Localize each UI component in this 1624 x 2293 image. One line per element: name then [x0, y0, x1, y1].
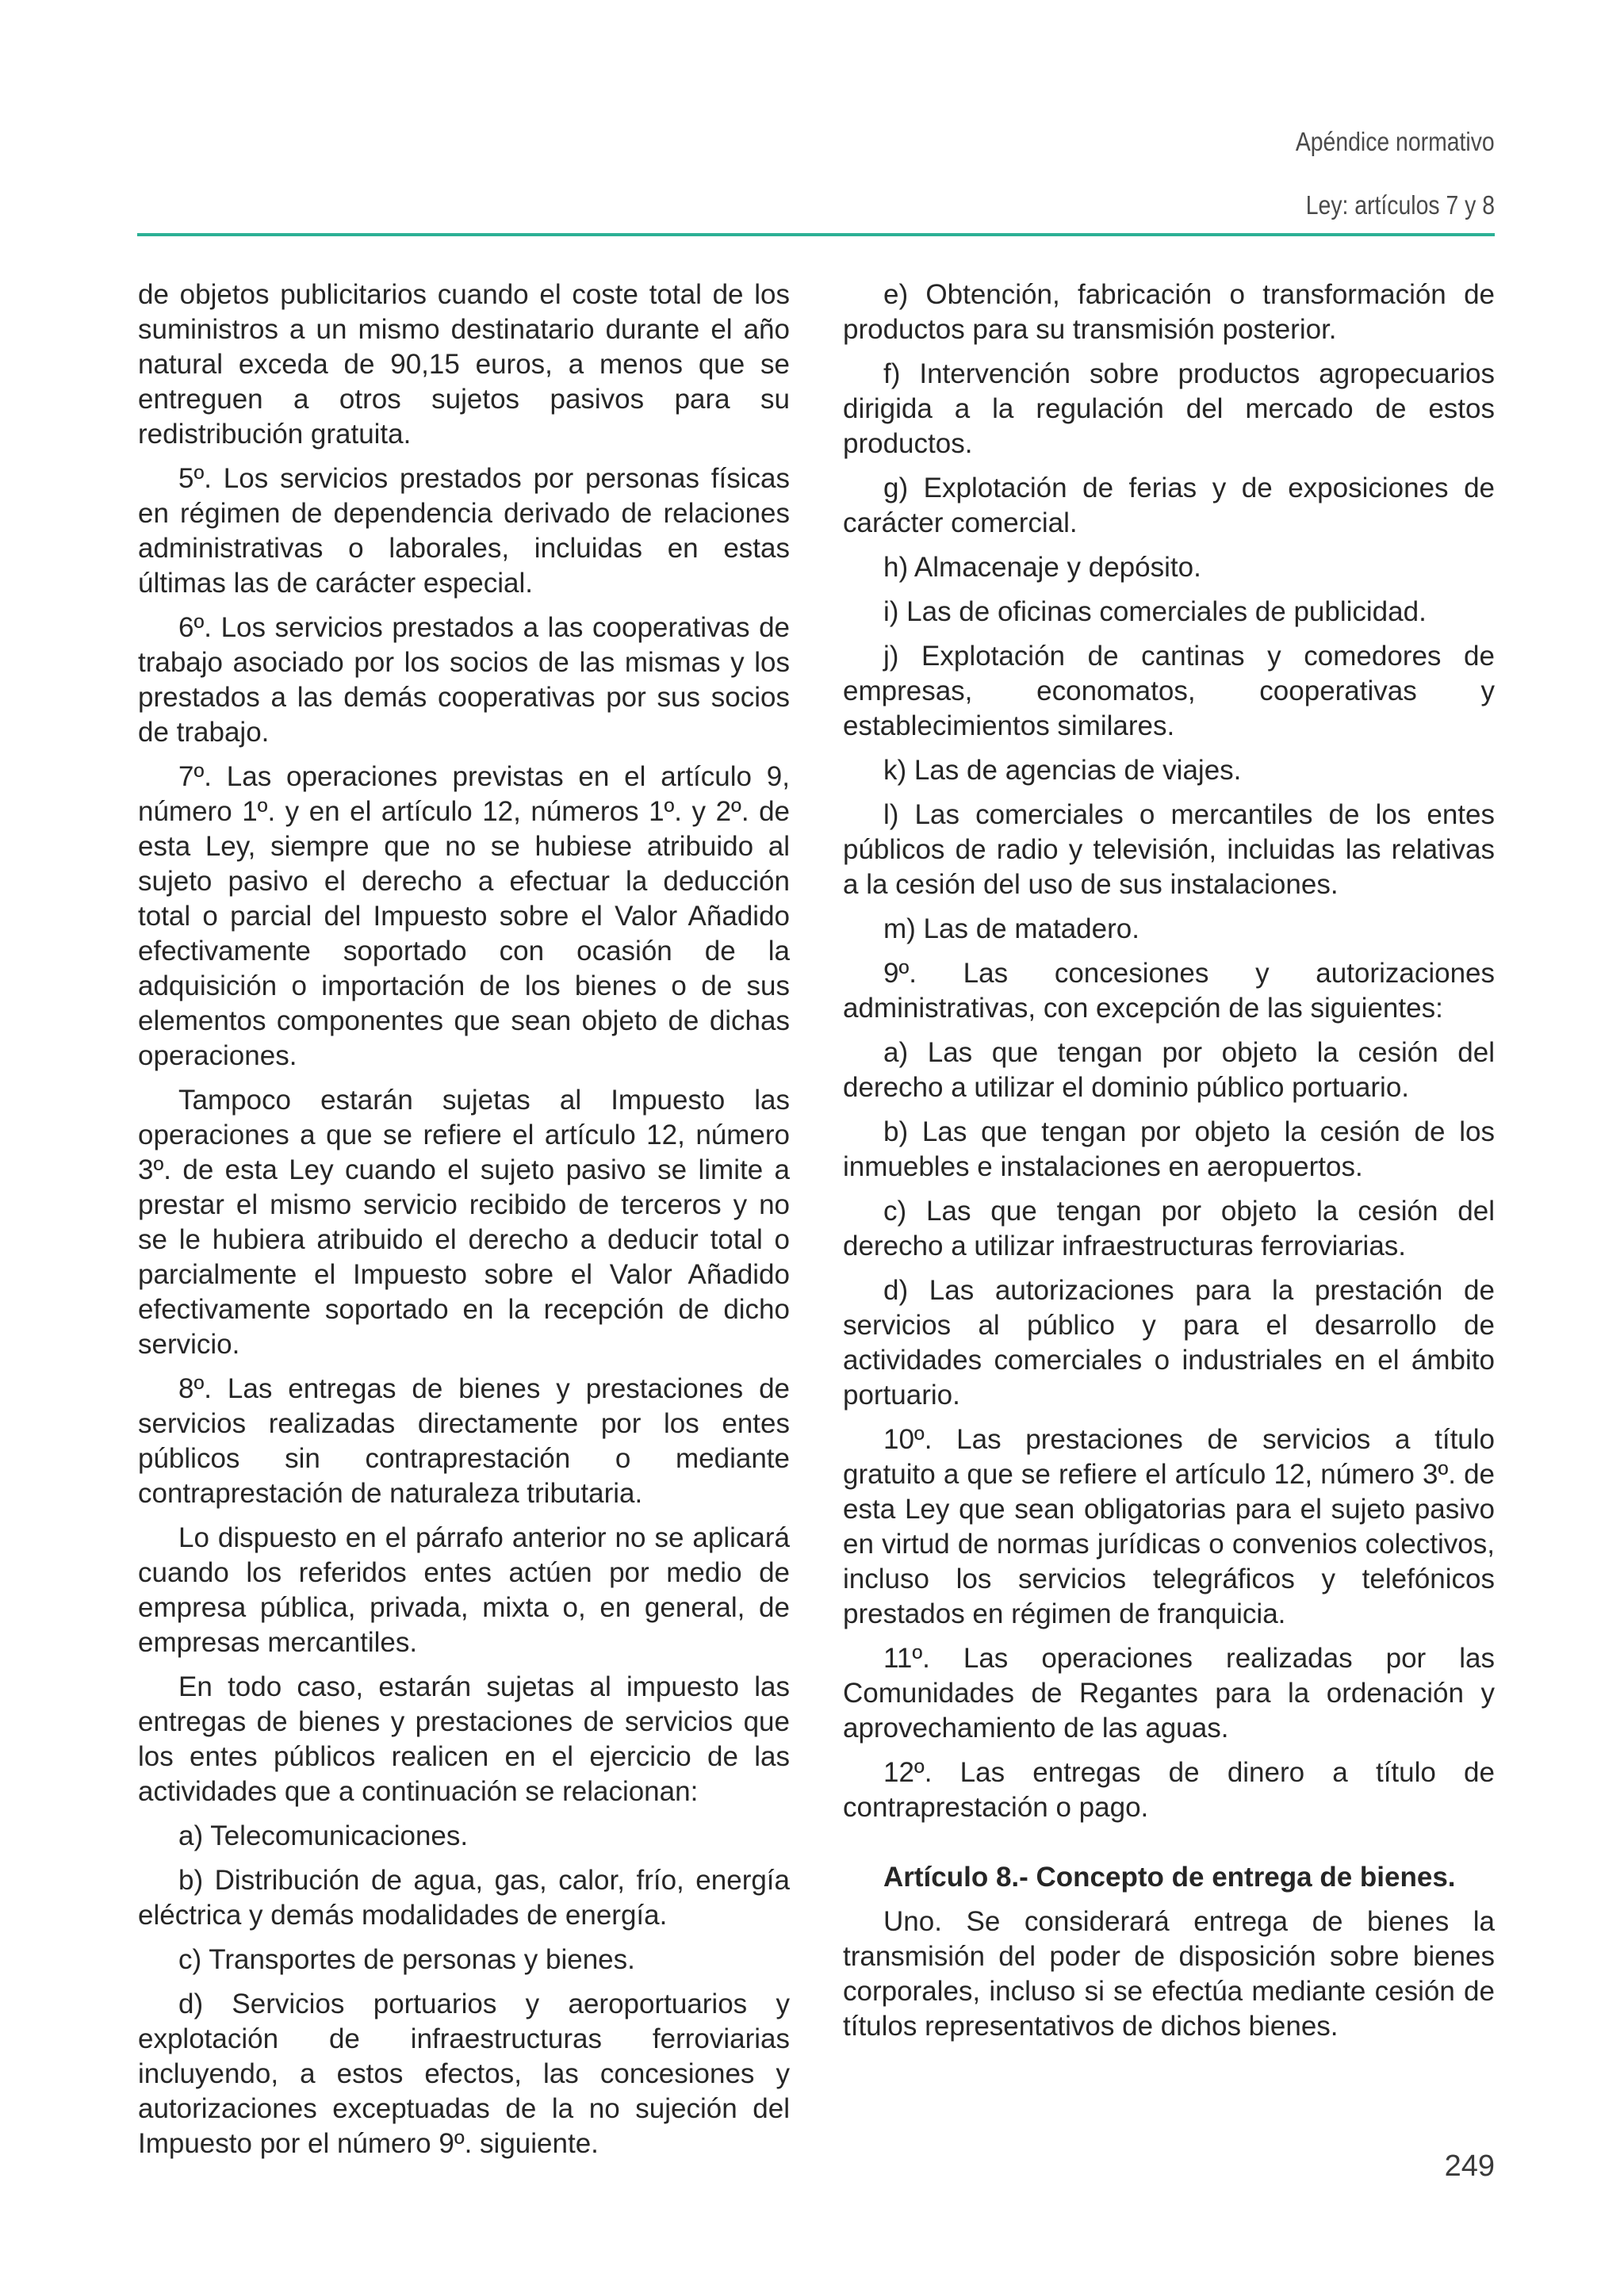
paragraph: b) Las que tengan por objeto la cesión de los inmuebles e instalaciones en aeropuertos. — [843, 1116, 1495, 1182]
paragraph: a) Las que tengan por objeto la cesión del derecho a utilizar el dominio público portuario. — [843, 1037, 1495, 1103]
header-section: Apéndice normativo — [1296, 127, 1495, 156]
article-heading: Artículo 8.- Concepto de entrega de bienes. — [883, 1862, 1456, 1893]
paragraph: 12º. Las entregas de dinero a título de contraprestación o pago. — [843, 1757, 1495, 1823]
paragraph: Uno. Se considerará entrega de bienes la transmisión del poder de disposición sobre bienes corporales, incluso si se efectúa mediante cesión de títulos representativos de dichos bienes. — [843, 1906, 1495, 2042]
paragraph: h) Almacenaje y depósito. — [883, 552, 1201, 583]
paragraph: d) Servicios portuarios y aeroportuarios y explotación de infraestructuras ferroviarias incluyendo, a estos efectos, las concesiones y autorizaciones exceptuadas de la no sujeción del Impuesto por el número 9º. siguiente. — [138, 1989, 790, 2159]
header-rule — [137, 233, 1495, 236]
paragraph: Tampoco estarán sujetas al Impuesto las operaciones a que se refiere el artículo 12, número 3º. de esta Ley cuando el sujeto pasivo se limite a prestar el mismo servicio recibido de terceros y no se le hubiera atribuido el derecho a deducir total o parcialmente el Impuesto sobre el Valor Añadido efectivamente soportado en la recepción de dicho servicio. — [138, 1085, 790, 1360]
paragraph: 6º. Los servicios prestados a las cooperativas de trabajo asociado por los socios de las mismas y los prestados a las demás cooperativas por sus socios de trabajo. — [138, 612, 790, 748]
paragraph: j) Explotación de cantinas y comedores de empresas, economatos, cooperativas y establecimientos similares. — [843, 641, 1495, 741]
paragraph: a) Telecomunicaciones. — [178, 1820, 469, 1851]
paragraph: 8º. Las entregas de bienes y prestaciones de servicios realizadas directamente por los entes públicos sin contraprestación o mediante contraprestación de naturaleza tributaria. — [138, 1373, 790, 1509]
paragraph: 5º. Los servicios prestados por personas físicas en régimen de dependencia derivado de relaciones administrativas o laborales, incluidas en estas últimas las de carácter especial. — [138, 463, 790, 599]
paragraph: 10º. Las prestaciones de servicios a título gratuito a que se refiere el artículo 12, número 3º. de esta Ley que sean obligatorias para el sujeto pasivo en virtud de normas jurídicas o convenios colectivos, incluso los servicios telegráficos y telefónicos prestados en régimen de franquicia. — [843, 1424, 1495, 1629]
paragraph: Lo dispuesto en el párrafo anterior no se aplicará cuando los referidos entes actúen por medio de empresa pública, privada, mixta o, en general, de empresas mercantiles. — [138, 1522, 790, 1658]
paragraph: l) Las comerciales o mercantiles de los entes públicos de radio y televisión, incluidas las relativas a la cesión del uso de sus instalaciones. — [843, 799, 1495, 900]
paragraph: g) Explotación de ferias y de exposiciones de carácter comercial. — [843, 473, 1495, 538]
paragraph: e) Obtención, fabricación o transformación de productos para su transmisión posterior. — [843, 279, 1495, 345]
header-subsection: Ley: artículos 7 y 8 — [1305, 190, 1495, 220]
right-column — [843, 278, 1495, 2054]
paragraph: En todo caso, estarán sujetas al impuesto las entregas de bienes y prestaciones de servicios que los entes públicos realicen en el ejercicio de las actividades que a continuación se relacionan: — [138, 1671, 790, 1807]
paragraph: de objetos publicitarios cuando el coste total de los suministros a un mismo destinatario durante el año natural exceda de 90,15 euros, a menos que se entreguen a otros sujetos pasivos para su redistribución gratuita. — [138, 279, 790, 450]
paragraph: f) Intervención sobre productos agropecuarios dirigida a la regulación del mercado de estos productos. — [843, 358, 1495, 459]
paragraph: c) Transportes de personas y bienes. — [178, 1944, 635, 1975]
paragraph: m) Las de matadero. — [883, 913, 1139, 944]
paragraph: i) Las de oficinas comerciales de publicidad. — [883, 596, 1427, 627]
paragraph: k) Las de agencias de viajes. — [883, 755, 1242, 786]
paragraph: 7º. Las operaciones previstas en el artículo 9, número 1º. y en el artículo 12, números 1º. y 2º. de esta Ley, siempre que no se hubiese atribuido al sujeto pasivo el derecho a efectuar la deducción total o parcial del Impuesto sobre el Valor Añadido efectivamente soportado con ocasión de la adquisición o importación de los bienes o de sus elementos componentes que sean objeto de dichas operaciones. — [138, 761, 790, 1071]
paragraph: d) Las autorizaciones para la prestación de servicios al público y para el desarrollo de actividades comerciales o industriales en el ámbito portuario. — [843, 1275, 1495, 1411]
paragraph: 9º. Las concesiones y autorizaciones administrativas, con excepción de las siguientes: — [843, 958, 1495, 1024]
paragraph: b) Distribución de agua, gas, calor, frío, energía eléctrica y demás modalidades de energía. — [138, 1865, 790, 1931]
page-number: 249 — [1444, 2149, 1495, 2183]
left-column — [138, 278, 790, 2171]
paragraph: 11º. Las operaciones realizadas por las Comunidades de Regantes para la ordenación y aprovechamiento de las aguas. — [843, 1643, 1495, 1744]
paragraph: c) Las que tengan por objeto la cesión del derecho a utilizar infraestructuras ferroviarias. — [843, 1196, 1495, 1261]
